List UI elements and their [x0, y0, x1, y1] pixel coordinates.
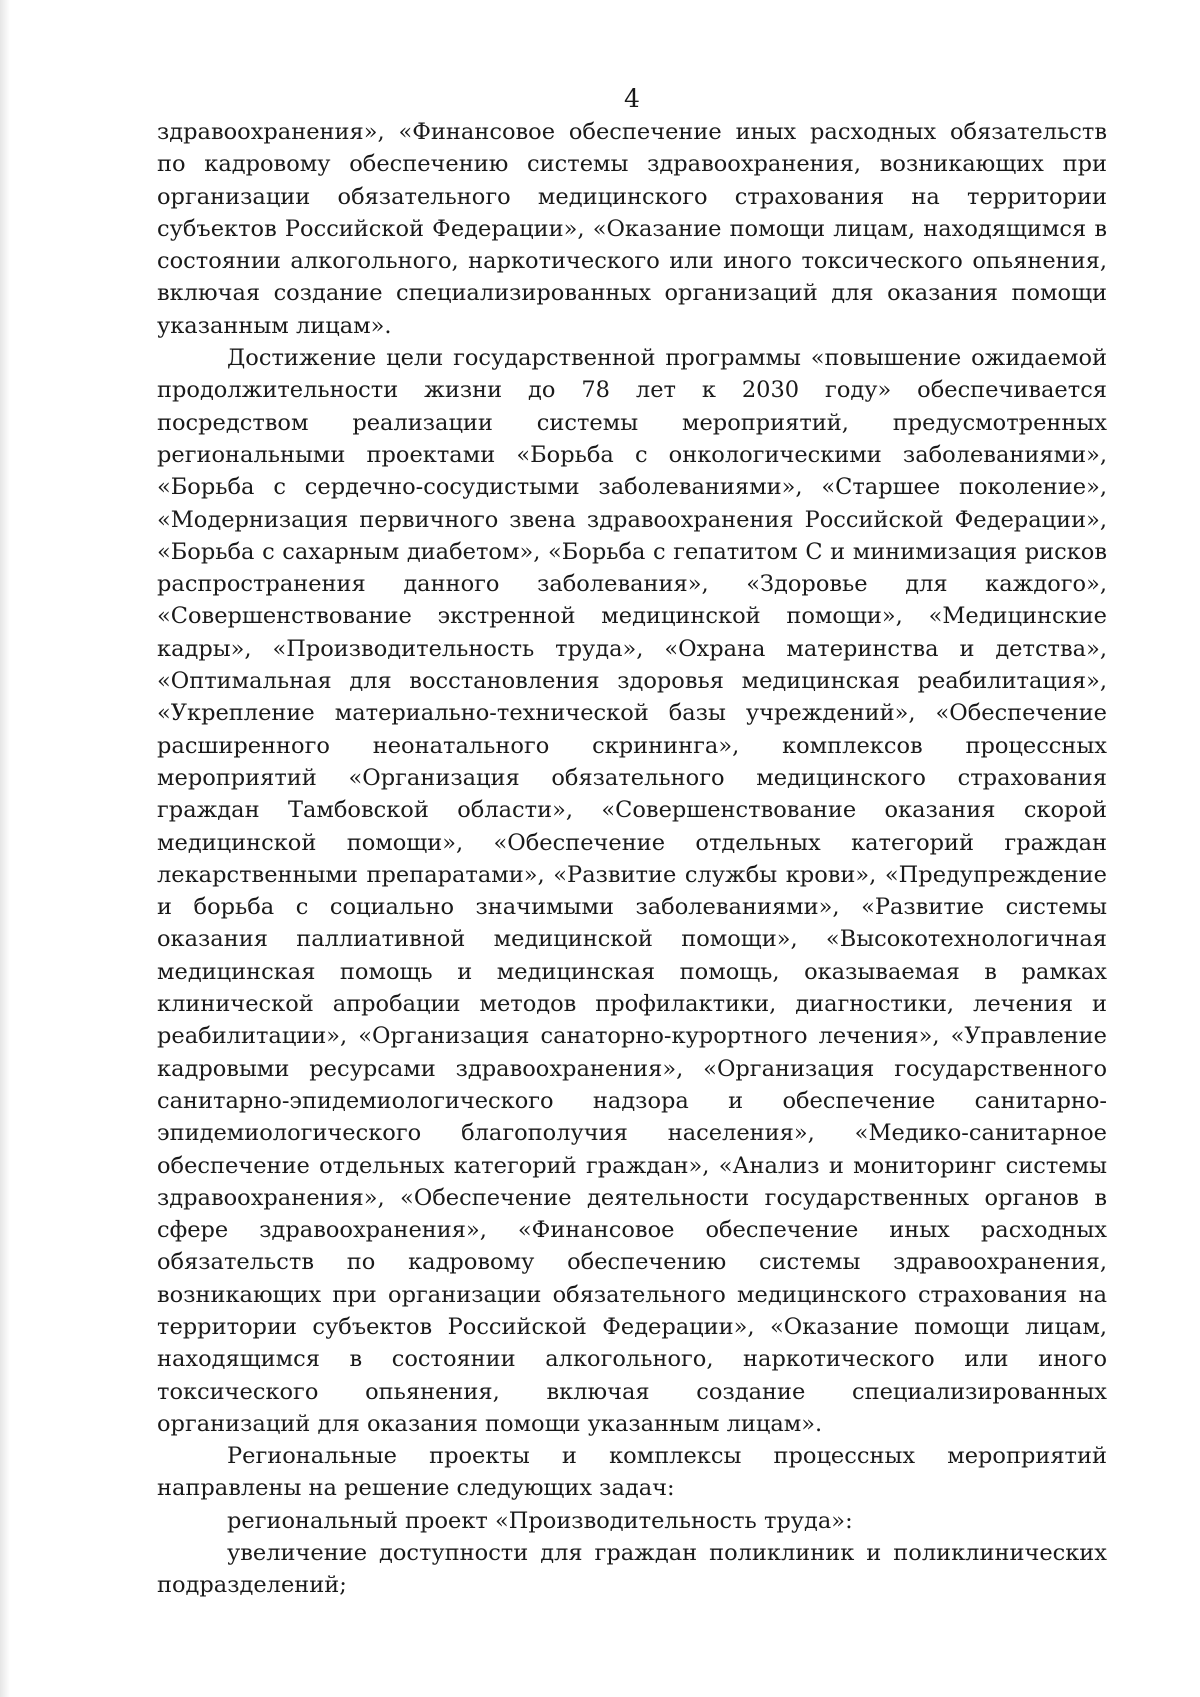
scan-edge [0, 0, 10, 1697]
paragraph-continuation: здравоохранения», «Финансовое обеспечение иных расходных обязательств по кадровому обеспечению системы здравоохранения, возникающих при организации обязательного медицинского страхования на территории субъектов Российской Федерации», «Оказание помощи лицам, находящимся в состоянии алкогольного, наркотического или иного токсического опьянения, включая создание специализированных организаций для оказания помощи указанным лицам». [157, 119, 1107, 339]
page-number: 4 [624, 84, 640, 113]
document-body [157, 116, 1107, 1602]
paragraph-task-item: увеличение доступности для граждан поликлиник и поликлинических подразделений; [157, 1540, 1107, 1599]
paragraph-goal-achievement: Достижение цели государственной программы «повышение ожидаемой продолжительности жизни до 78 лет к 2030 году» обеспечивается посредством реализации системы мероприятий, предусмотренных региональными проектами «Борьба с онкологическими заболеваниями», «Борьба с сердечно-сосудистыми заболеваниями», «Старшее поколение», «Модернизация первичного звена здравоохранения Российской Федерации», «Борьба с сахарным диабетом», «Борьба с гепатитом С и минимизация рисков распространения данного заболевания», «Здоровье для каждого», «Совершенствование экстренной медицинской помощи», «Медицинские кадры», «Производительность труда», «Охрана материнства и детства», «Оптимальная для восстановления здоровья медицинская реабилитация», «Укрепление материально-технической базы учреждений», «Обеспечение расширенного неонатального скрининга», комплексов процессных мероприятий «Организация обязательного медицинского страхования граждан Тамбовской области», «Совершенствование оказания скорой медицинской помощи», «Обеспечение отдельных категорий граждан лекарственными препаратами», «Развитие службы крови», «Предупреждение и борьба с социально значимыми заболеваниями», «Развитие системы оказания паллиативной медицинской помощи», «Высокотехнологичная медицинская помощь и медицинская помощь, оказываемая в рамках клинической апробации методов профилактики, диагностики, лечения и реабилитации», «Организация санаторно-курортного лечения», «Управление кадровыми ресурсами здравоохранения», «Организация государственного санитарно-эпидемиологического надзора и обеспечение санитарно-эпидемиологического благополучия населения», «Медико-санитарное обеспечение отдельных категорий граждан», «Анализ и мониторинг системы здравоохранения», «Обеспечение деятельности государственных органов в сфере здравоохранения», «Финансовое обеспечение иных расходных обязательств по кадровому обеспечению системы здравоохранения, возникающих при организации обязательного медицинского страхования на территории субъектов Российской Федерации», «Оказание помощи лицам, находящимся в состоянии алкогольного, наркотического или иного токсического опьянения, включая создание специализированных организаций для оказания помощи указанным лицам». [157, 345, 1107, 1437]
paragraph-tasks-intro: Региональные проекты и комплексы процессных мероприятий направлены на решение следующих задач: [157, 1443, 1107, 1502]
paragraph-project-title: региональный проект «Производительность труда»: [227, 1507, 853, 1534]
